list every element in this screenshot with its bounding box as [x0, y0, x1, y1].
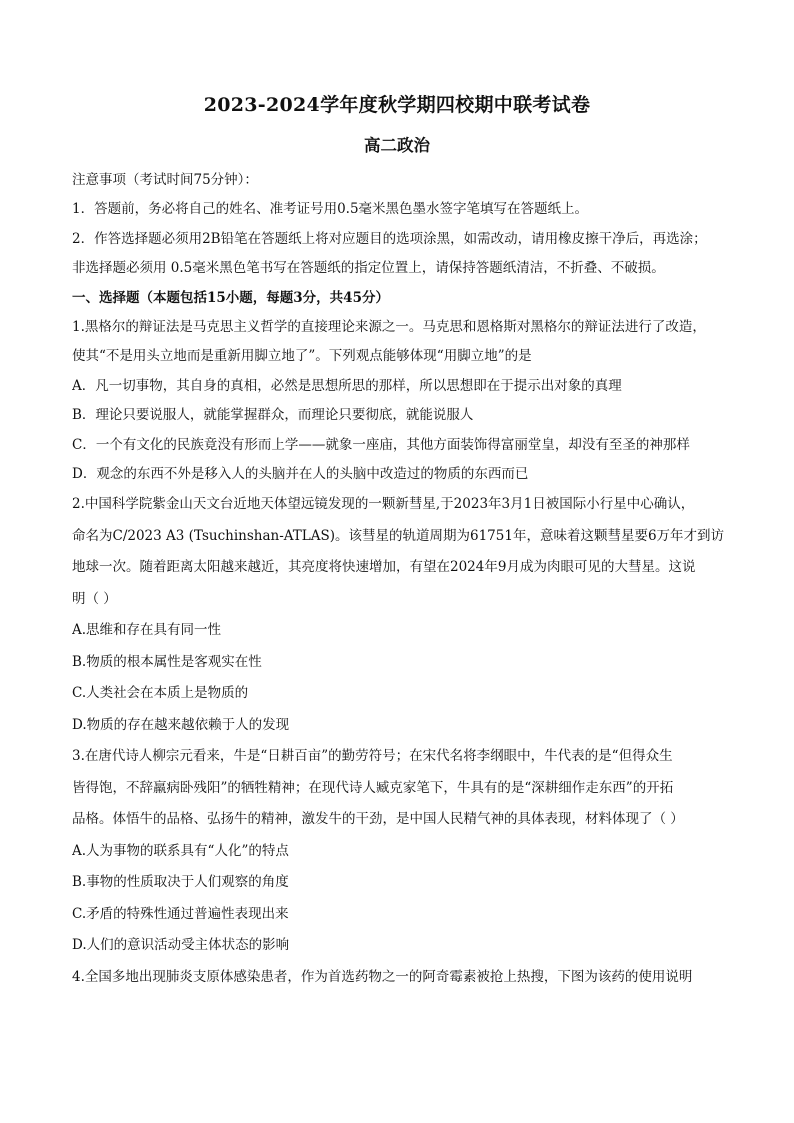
q2-option-a: A.思维和存在具有同一性 [72, 622, 222, 639]
q2-stem-line-1: 2.中国科学院紫金山天文台近地天体望远镜发现的一颗新彗星,于2023年3月1日被国际小行星中心确认， [72, 496, 695, 513]
q3-stem-line-3: 品格。体悟牛的品格、弘扬牛的精神，激发牛的干劲，是中国人民精气神的具体表现，材料体现了（ ） [72, 811, 684, 828]
q3-stem-line-2: 皆得饱，不辞羸病卧残阳”的牺牲精神；在现代诗人臧克家笔下，牛具有的是“深耕细作走东西”的开拓 [72, 779, 674, 796]
q1-option-b: B．理论只要说服人，就能掌握群众，而理论只要彻底，就能说服人 [72, 407, 474, 424]
q2-stem-line-2: 命名为C/2023 A3 (Tsuchinshan-ATLAS)。该彗星的轨道周期为61751年，意味着这颗彗星要6万年才到访 [72, 527, 725, 544]
exam-title: 2023-2024学年度秋学期四校期中联考试卷 [203, 94, 591, 116]
q1-option-a: A．凡一切事物，其自身的真相，必然是思想所思的那样，所以思想即在于提示出对象的真理 [72, 377, 622, 394]
q2-option-d: D.物质的存在越来越依赖于人的发现 [72, 716, 290, 733]
notice-item-2-line-2: 非选择题必须用 0.5毫米黑色笔书写在答题纸的指定位置上，请保持答题纸清洁，不折叠、不破损。 [72, 260, 665, 277]
q3-option-a: A.人为事物的联系具有“人化”的特点 [72, 842, 289, 859]
notice-item-2-line-1: 2．作答选择题必须用2B铅笔在答题纸上将对应题目的选项涂黑，如需改动，请用橡皮擦干净后，再选涂； [72, 230, 707, 247]
section-heading: 一、选择题（本题包括15小题，每题3分，共45分） [72, 289, 389, 306]
q3-option-c: C.矛盾的特殊性通过普遍性表现出来 [72, 905, 289, 922]
q3-option-d: D.人们的意识活动受主体状态的影响 [72, 937, 290, 954]
q2-option-b: B.物质的根本属性是客观实在性 [72, 653, 262, 670]
q1-stem-line-2: 使其“不是用头立地而是重新用脚立地了”。下列观点能够体现“用脚立地”的是 [72, 348, 532, 365]
q1-stem-line-1: 1.黑格尔的辩证法是马克思主义哲学的直接理论来源之一。马克思和恩格斯对黑格尔的辩证法进行了改造， [72, 318, 706, 335]
exam-content [72, 166, 726, 993]
q4-stem-line-1: 4.全国多地出现肺炎支原体感染患者，作为首选药物之一的阿奇霉素被抢上热搜，下图为该药的使用说明 [72, 968, 693, 985]
q2-stem-line-3: 地球一次。随着距离太阳越来越近，其亮度将快速增加，有望在2024年9月成为肉眼可见的大彗星。这说 [72, 559, 696, 576]
q3-option-b: B.事物的性质取决于人们观察的角度 [72, 874, 289, 891]
notice-item-1: 1．答题前，务必将自己的姓名、准考证号用0.5毫米黑色墨水签字笔填写在答题纸上。 [72, 201, 589, 218]
q2-stem-line-4: 明（ ） [72, 590, 117, 607]
exam-subject: 高二政治 [364, 136, 430, 155]
notice-heading: 注意事项（考试时间75分钟）： [72, 172, 258, 188]
q2-option-c: C.人类社会在本质上是物质的 [72, 685, 249, 702]
q1-option-d: D．观念的东西不外是移入人的头脑并在人的头脑中改造过的物质的东西而已 [72, 465, 529, 482]
q1-option-c: C．一个有文化的民族竟没有形而上学——就象一座庙，其他方面装饰得富丽堂皇，却没有至圣的神那样 [72, 436, 690, 453]
q3-stem-line-1: 3.在唐代诗人柳宗元看来，牛是“日耕百亩”的勤劳符号；在宋代名将李纲眼中，牛代表的是“但得众生 [72, 748, 673, 765]
